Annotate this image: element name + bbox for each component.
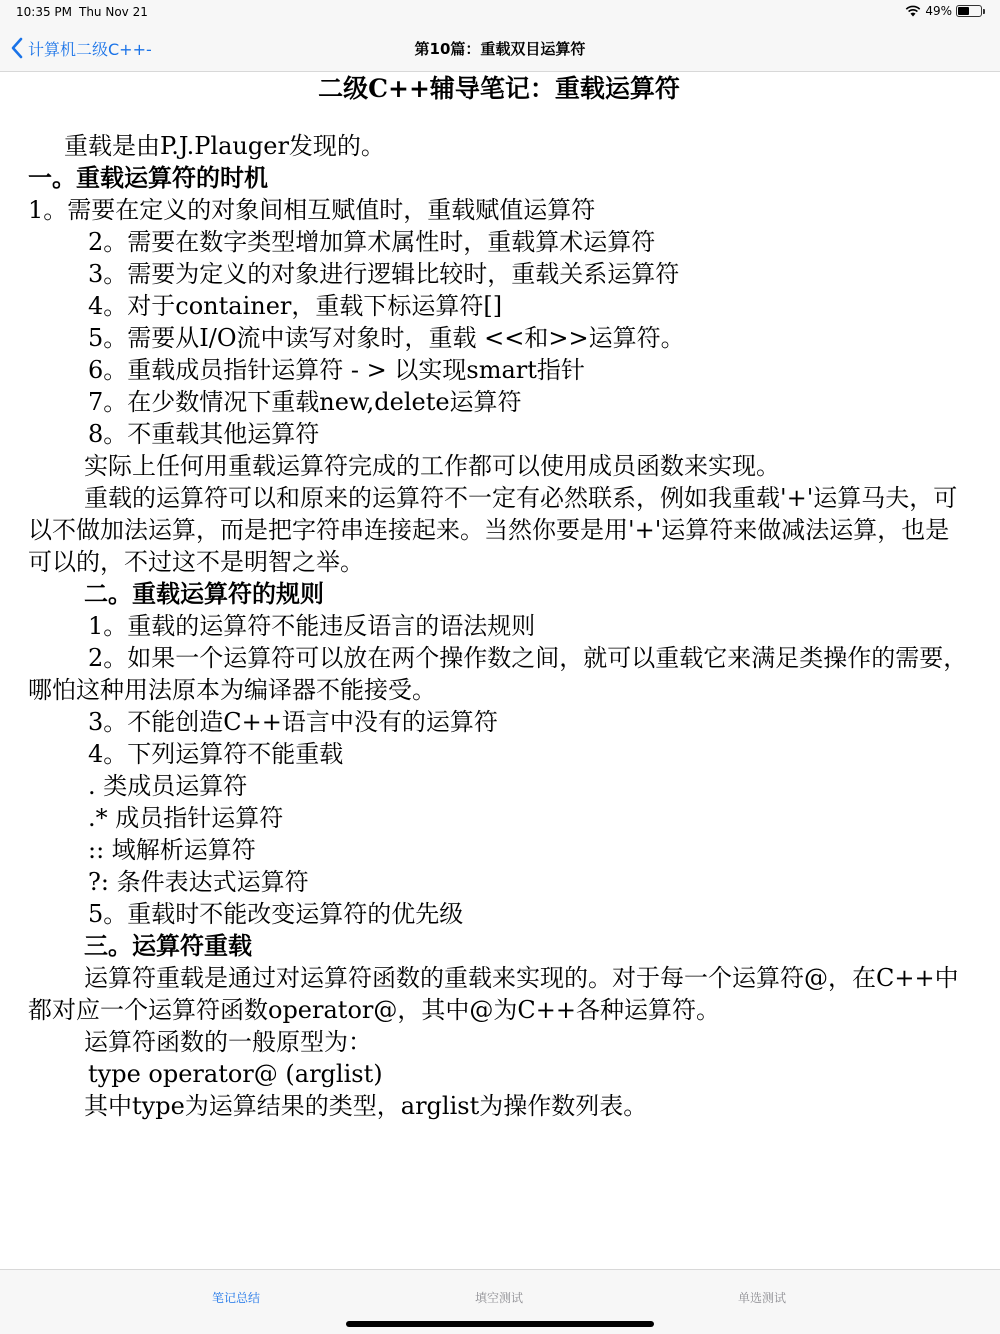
- nav-title: 第10篇：重载双目运算符: [414, 40, 586, 58]
- list-item: 3。需要为定义的对象进行逻辑比较时，重载关系运算符: [88, 260, 680, 288]
- operator-item: :: 域解析运算符: [88, 836, 256, 864]
- paragraph: 运算符函数的一般原型为：: [84, 1028, 372, 1056]
- list-item: 7。在少数情况下重载new,delete运算符: [88, 388, 522, 416]
- battery-percent: 49%: [925, 4, 952, 18]
- list-item: 2。需要在数字类型增加算术属性时，重载算术运算符: [88, 228, 656, 256]
- doc-title: 二级C++辅导笔记：重载运算符: [318, 74, 680, 103]
- back-button-label: 计算机二级C++-: [28, 39, 152, 59]
- code-line: type operator@ (arglist): [88, 1060, 383, 1088]
- tab-fill-in-test[interactable]: 填空测试: [474, 1291, 523, 1305]
- wifi-icon: [905, 5, 921, 17]
- operator-item: . 类成员运算符: [88, 772, 248, 800]
- list-item: 6。重载成员指针运算符 - > 以实现smart指针: [88, 356, 585, 384]
- list-item: 3。不能创造C++语言中没有的运算符: [88, 708, 498, 736]
- list-item: 4。下列运算符不能重载: [88, 740, 344, 768]
- battery-fill: [958, 7, 969, 15]
- list-item: 5。重载时不能改变运算符的优先级: [88, 900, 464, 928]
- list-item: 5。需要从I/O流中读写对象时，重载 <<和>>运算符。: [88, 324, 685, 352]
- home-indicator[interactable]: [346, 1321, 654, 1327]
- list-item: 2。如果一个运算符可以放在两个操作数之间，就可以重载它来满足类操作的需要，哪怕这种用法原本为编译器不能接受。: [28, 644, 968, 704]
- status-right: [905, 4, 982, 18]
- section-heading-3: 三。运算符重载: [84, 932, 252, 960]
- list-item: 1。需要在定义的对象间相互赋值时，重载赋值运算符: [28, 196, 596, 224]
- tab-single-choice-test[interactable]: 单选测试: [737, 1291, 786, 1305]
- status-time: 10:35 PM: [16, 5, 72, 19]
- section-heading-2: 二。重载运算符的规则: [84, 580, 324, 608]
- list-item: 4。对于container，重载下标运算符[]: [88, 292, 503, 320]
- status-bar: [0, 0, 1000, 24]
- section-heading-1: 一。重载运算符的时机: [28, 164, 268, 192]
- paragraph: 实际上任何用重载运算符完成的工作都可以使用成员函数来实现。: [84, 452, 780, 480]
- list-item: 1。重载的运算符不能违反语言的语法规则: [88, 612, 536, 640]
- tab-notes-summary[interactable]: 笔记总结: [211, 1291, 260, 1305]
- navigation-bar: [0, 24, 1000, 72]
- operator-item: .* 成员指针运算符: [88, 804, 284, 832]
- status-date: Thu Nov 21: [79, 5, 148, 19]
- note-content: [28, 72, 970, 1122]
- paragraph: 运算符重载是通过对运算符函数的重载来实现的。对于每一个运算符@，在C++中都对应一个运算符函数operator@，其中@为C++各种运算符。: [28, 964, 959, 1024]
- battery-icon: [956, 5, 982, 17]
- list-item: 8。不重载其他运算符: [88, 420, 320, 448]
- paragraph: 重载的运算符可以和原来的运算符不一定有必然联系，例如我重载'+'运算马夫，可以不做加法运算，而是把字符串连接起来。当然你要是用'+'运算符来做减法运算，也是可以的，不过这不是明智之举。: [28, 484, 958, 576]
- operator-item: ?: 条件表达式运算符: [88, 868, 309, 896]
- intro-line: 重载是由P.J.Plauger发现的。: [64, 132, 385, 160]
- paragraph: 其中type为运算结果的类型，arglist为操作数列表。: [84, 1092, 648, 1120]
